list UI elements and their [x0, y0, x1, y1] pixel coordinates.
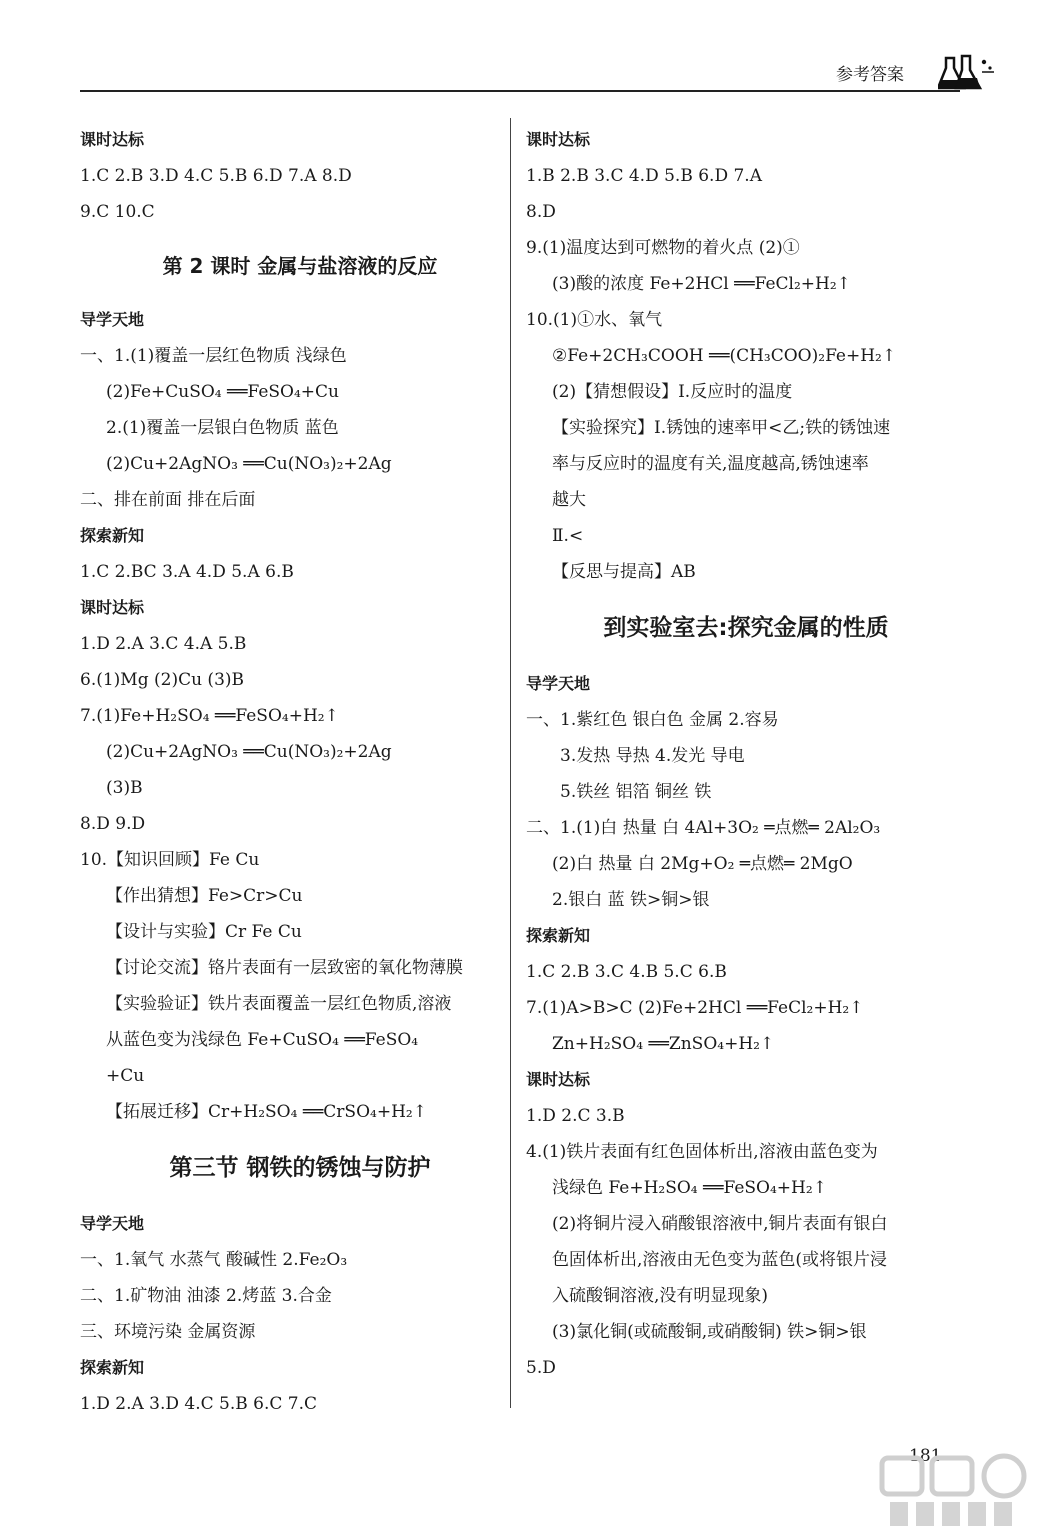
answer-line: 2.银白 蓝 铁>铜>银 [552, 890, 710, 910]
answer-line: (3)酸的浓度 Fe+2HCl ══FeCl₂+H₂↑ [552, 274, 851, 294]
answer-line: 5.D [526, 1358, 556, 1378]
answer-line: 【实验验证】铁片表面覆盖一层红色物质,溶液 [106, 994, 452, 1014]
answer-line: 一、1.(1)覆盖一层红色物质 浅绿色 [80, 346, 347, 366]
answer-line: Zn+H₂SO₄ ══ZnSO₄+H₂↑ [552, 1034, 775, 1054]
answer-line: 三、环境污染 金属资源 [80, 1322, 256, 1342]
answer-line: 【实验探究】Ⅰ.锈蚀的速率甲<乙;铁的锈蚀速 [552, 418, 891, 438]
answer-line: 1.B 2.B 3.C 4.D 5.B 6.D 7.A [526, 166, 762, 186]
answer-line: 浅绿色 Fe+H₂SO₄ ══FeSO₄+H₂↑ [552, 1178, 827, 1198]
answer-line: 10.(1)①水、氧气 [526, 310, 663, 330]
answer-line: 二、1.矿物油 油漆 2.烤蓝 3.合金 [80, 1286, 332, 1306]
answer-line: (2)白 热量 白 2Mg+O₂ ═点燃═ 2MgO [552, 854, 853, 874]
section-title: 第三节 钢铁的锈蚀与防护 [169, 1155, 431, 1181]
right-column [526, 122, 966, 1386]
subsection-label: 探索新知 [526, 926, 591, 945]
flask-icon [938, 52, 994, 92]
answer-line: 一、1.氧气 水蒸气 酸碱性 2.Fe₂O₃ [80, 1250, 348, 1270]
answer-line: 3.发热 导热 4.发光 导电 [560, 746, 745, 766]
answer-line: 1.C 2.BC 3.A 4.D 5.A 6.B [80, 562, 294, 582]
answer-line: 【设计与实验】Cr Fe Cu [106, 922, 302, 942]
header-label: 参考答案 [836, 65, 904, 85]
answer-line: 5.铁丝 铝箔 铜丝 铁 [560, 782, 712, 802]
answer-line: +Cu [106, 1066, 145, 1086]
answer-line: ②Fe+2CH₃COOH ══(CH₃COO)₂Fe+H₂↑ [552, 346, 897, 366]
answer-line: 8.D 9.D [80, 814, 146, 834]
answer-line: 9.C 10.C [80, 202, 155, 222]
subsection-label: 课时达标 [526, 1070, 591, 1089]
answer-line: 1.D 2.C 3.B [526, 1106, 625, 1126]
answer-line: 10.【知识回顾】Fe Cu [80, 850, 260, 870]
answer-line: (2)Fe+CuSO₄ ══FeSO₄+Cu [106, 382, 340, 402]
subsection-label: 探索新知 [80, 526, 145, 545]
answer-line: 7.(1)A>B>C (2)Fe+2HCl ══FeCl₂+H₂↑ [526, 998, 864, 1018]
page-number: 181 [909, 1446, 942, 1466]
answer-line: 1.C 2.B 3.D 4.C 5.B 6.D 7.A 8.D [80, 166, 352, 186]
answer-line: 7.(1)Fe+H₂SO₄ ══FeSO₄+H₂↑ [80, 706, 339, 726]
answer-line: (2)将铜片浸入硝酸银溶液中,铜片表面有银白 [552, 1214, 888, 1234]
section-title: 第 2 课时 金属与盐溶液的反应 [162, 254, 438, 278]
answer-line: 二、排在前面 排在后面 [80, 490, 256, 510]
answer-line: 【讨论交流】铬片表面有一层致密的氧化物薄膜 [106, 958, 463, 978]
answer-line: 入硫酸铜溶液,没有明显现象) [552, 1286, 769, 1306]
answer-line: (2)Cu+2AgNO₃ ══Cu(NO₃)₂+2Ag [106, 454, 392, 474]
header-rule [80, 90, 960, 92]
column-divider [510, 118, 511, 1408]
answer-line: 9.(1)温度达到可燃物的着火点 (2)① [526, 238, 800, 258]
subsection-label: 课时达标 [526, 130, 591, 149]
answer-line: (3)B [106, 778, 143, 798]
answer-line: 1.D 2.A 3.D 4.C 5.B 6.C 7.C [80, 1394, 318, 1414]
answer-line: 6.(1)Mg (2)Cu (3)B [80, 670, 245, 690]
answer-line: 【拓展迁移】Cr+H₂SO₄ ══CrSO₄+H₂↑ [106, 1102, 427, 1122]
answer-line: 8.D [526, 202, 556, 222]
answer-line: 1.C 2.B 3.C 4.B 5.C 6.B [526, 962, 727, 982]
answer-line: 色固体析出,溶液由无色变为蓝色(或将银片浸 [552, 1250, 888, 1270]
answer-line: 【作出猜想】Fe>Cr>Cu [106, 886, 303, 906]
answer-line: 二、1.(1)白 热量 白 4Al+3O₂ ═点燃═ 2Al₂O₃ [526, 818, 881, 838]
answer-line: 2.(1)覆盖一层银白色物质 蓝色 [106, 418, 339, 438]
answer-line: 从蓝色变为浅绿色 Fe+CuSO₄ ══FeSO₄ [106, 1030, 419, 1050]
watermark-logo [876, 1452, 1036, 1532]
subsection-label: 课时达标 [80, 598, 145, 617]
subsection-label: 课时达标 [80, 130, 145, 149]
subsection-label: 导学天地 [80, 310, 145, 329]
subsection-label: 导学天地 [80, 1214, 145, 1233]
subsection-label: 探索新知 [80, 1358, 145, 1377]
subsection-label: 导学天地 [526, 674, 591, 693]
section-title: 到实验室去:探究金属的性质 [603, 615, 889, 641]
answer-line: Ⅱ.< [552, 526, 584, 546]
answer-line: 一、1.紫红色 银白色 金属 2.容易 [526, 710, 779, 730]
answer-line: 4.(1)铁片表面有红色固体析出,溶液由蓝色变为 [526, 1142, 878, 1162]
answer-line: 【反思与提高】AB [552, 562, 696, 582]
answer-line: 越大 [552, 490, 586, 510]
answer-line: 率与反应时的温度有关,温度越高,锈蚀速率 [552, 454, 869, 474]
left-column [80, 122, 520, 1422]
answer-line: (3)氯化铜(或硫酸铜,或硝酸铜) 铁>铜>银 [552, 1322, 867, 1342]
answer-line: (2)【猜想假设】Ⅰ.反应时的温度 [552, 382, 793, 402]
answer-line: (2)Cu+2AgNO₃ ══Cu(NO₃)₂+2Ag [106, 742, 392, 762]
answer-line: 1.D 2.A 3.C 4.A 5.B [80, 634, 247, 654]
